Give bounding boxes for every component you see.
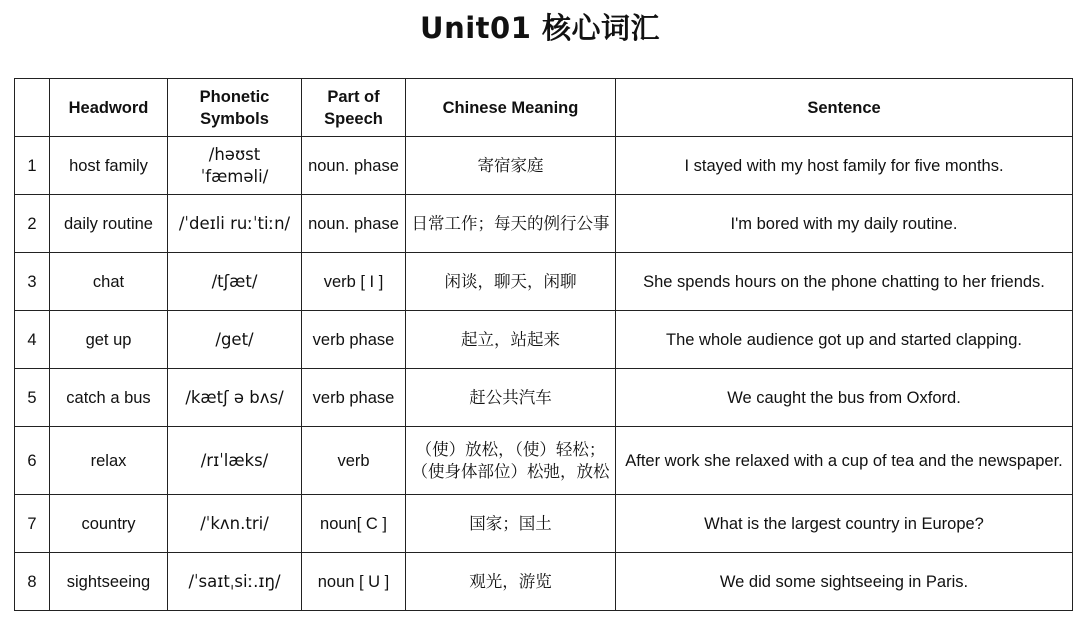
chinese-meaning-cell: 寄宿家庭: [406, 137, 616, 195]
chinese-meaning-cell: 观光，游览: [406, 553, 616, 611]
sentence-cell: She spends hours on the phone chatting to her friends.: [616, 253, 1073, 311]
chinese-meaning-cell: 赶公共汽车: [406, 369, 616, 427]
row-number: 7: [15, 495, 50, 553]
phonetic-cell: /ˈsaɪtˌsiː.ɪŋ/: [168, 553, 302, 611]
table-header-row: [15, 79, 1073, 137]
sentence-cell: I'm bored with my daily routine.: [616, 195, 1073, 253]
headword-cell: chat: [50, 253, 168, 311]
part-of-speech-cell: noun[ C ]: [302, 495, 406, 553]
phonetic-cell: /həʊst ˈfæməli/: [168, 137, 302, 195]
page-title: Unit01 核心词汇: [420, 11, 660, 45]
chinese-meaning-cell: （使）放松，（使）轻松；（使身体部位）松弛，放松: [406, 427, 616, 495]
row-number: 5: [15, 369, 50, 427]
part-of-speech-cell: verb phase: [302, 311, 406, 369]
part-of-speech-cell: verb phase: [302, 369, 406, 427]
vocabulary-table: [14, 78, 1073, 611]
headword-cell: host family: [50, 137, 168, 195]
table-row: [15, 311, 1073, 369]
column-header-part-of-speech: Part of Speech: [302, 79, 406, 137]
part-of-speech-cell: noun. phase: [302, 137, 406, 195]
chinese-meaning-cell: 国家；国土: [406, 495, 616, 553]
row-number: 4: [15, 311, 50, 369]
headword-cell: daily routine: [50, 195, 168, 253]
headword-cell: get up: [50, 311, 168, 369]
phonetic-cell: /ˈkʌn.tri/: [168, 495, 302, 553]
sentence-cell: The whole audience got up and started clapping.: [616, 311, 1073, 369]
headword-cell: relax: [50, 427, 168, 495]
row-number: 2: [15, 195, 50, 253]
chinese-meaning-cell: 日常工作；每天的例行公事: [406, 195, 616, 253]
table-row: [15, 253, 1073, 311]
sentence-cell: We caught the bus from Oxford.: [616, 369, 1073, 427]
part-of-speech-cell: noun [ U ]: [302, 553, 406, 611]
column-header-headword: Headword: [50, 79, 168, 137]
row-number: 8: [15, 553, 50, 611]
phonetic-cell: /kætʃ ə bʌs/: [168, 369, 302, 427]
headword-cell: catch a bus: [50, 369, 168, 427]
sentence-cell: After work she relaxed with a cup of tea and the newspaper.: [616, 427, 1073, 495]
row-number: 1: [15, 137, 50, 195]
column-header-phonetic: Phonetic Symbols: [168, 79, 302, 137]
phonetic-cell: /rɪˈlæks/: [168, 427, 302, 495]
row-number: 3: [15, 253, 50, 311]
headword-cell: country: [50, 495, 168, 553]
sentence-cell: I stayed with my host family for five months.: [616, 137, 1073, 195]
headword-cell: sightseeing: [50, 553, 168, 611]
table-row: [15, 495, 1073, 553]
column-header-number: [15, 79, 50, 137]
table-row: [15, 553, 1073, 611]
phonetic-cell: /ˈdeɪli ruːˈtiːn/: [168, 195, 302, 253]
chinese-meaning-cell: 起立，站起来: [406, 311, 616, 369]
part-of-speech-cell: verb [ I ]: [302, 253, 406, 311]
phonetic-cell: /tʃæt/: [168, 253, 302, 311]
column-header-chinese-meaning: Chinese Meaning: [406, 79, 616, 137]
chinese-meaning-cell: 闲谈，聊天，闲聊: [406, 253, 616, 311]
part-of-speech-cell: verb: [302, 427, 406, 495]
column-header-sentence: Sentence: [616, 79, 1073, 137]
table-row: [15, 369, 1073, 427]
sentence-cell: We did some sightseeing in Paris.: [616, 553, 1073, 611]
sentence-cell: What is the largest country in Europe?: [616, 495, 1073, 553]
phonetic-cell: /get/: [168, 311, 302, 369]
table-row: [15, 427, 1073, 495]
part-of-speech-cell: noun. phase: [302, 195, 406, 253]
row-number: 6: [15, 427, 50, 495]
table-row: [15, 195, 1073, 253]
table-row: [15, 137, 1073, 195]
